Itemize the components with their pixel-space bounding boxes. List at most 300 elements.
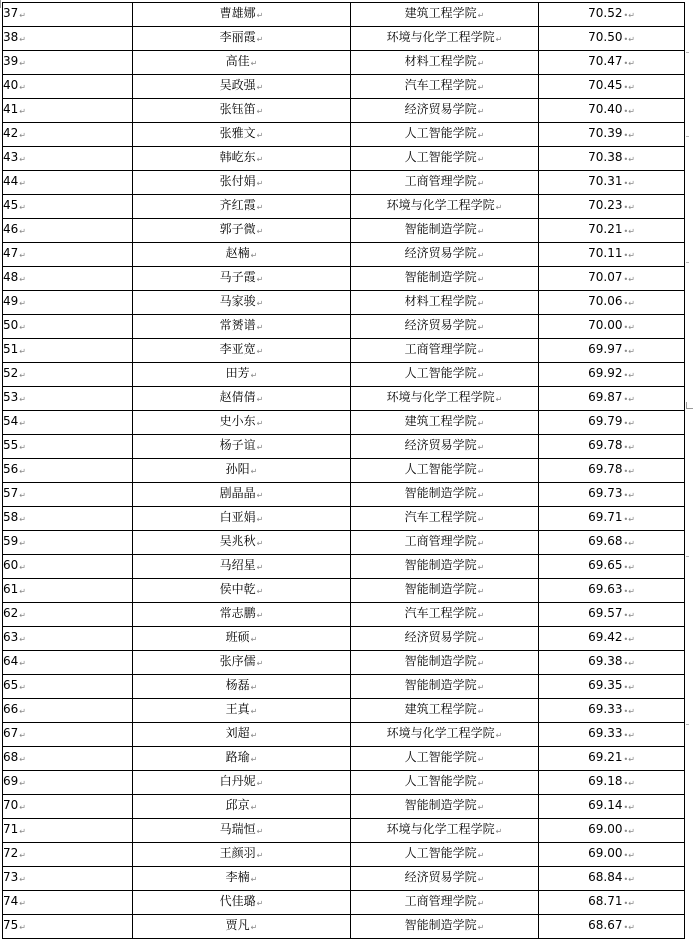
paragraph-mark-icon: ↵ xyxy=(250,635,258,644)
name-text: 贾凡 xyxy=(225,918,250,932)
paragraph-mark-icon: ↵ xyxy=(477,899,485,908)
score-cell[interactable] xyxy=(539,795,685,819)
rank-cell[interactable] xyxy=(3,747,133,771)
paragraph-mark-icon: ↵ xyxy=(19,683,26,692)
paragraph-mark-icon: ↵ xyxy=(256,563,264,572)
college-cell[interactable] xyxy=(351,387,539,411)
rank-cell[interactable] xyxy=(3,195,133,219)
rank-cell[interactable] xyxy=(3,147,133,171)
paragraph-mark-icon: •↵ xyxy=(623,323,635,332)
rank-cell[interactable] xyxy=(3,579,133,603)
score-cell[interactable] xyxy=(539,843,685,867)
college-cell[interactable] xyxy=(351,795,539,819)
paragraph-mark-icon: ↵ xyxy=(256,899,264,908)
college-text: 人工智能学院 xyxy=(404,366,477,380)
rank-cell[interactable] xyxy=(3,315,133,339)
score-cell[interactable] xyxy=(539,579,685,603)
name-cell[interactable] xyxy=(133,291,351,315)
college-text: 智能制造学院 xyxy=(404,654,477,668)
rank-cell[interactable] xyxy=(3,699,133,723)
paragraph-mark-icon: ↵ xyxy=(477,59,485,68)
paragraph-mark-icon: ↵ xyxy=(477,779,485,788)
paragraph-mark-icon: •↵ xyxy=(623,59,635,68)
name-cell[interactable] xyxy=(133,603,351,627)
rank-text: 44 xyxy=(3,174,19,188)
college-cell[interactable] xyxy=(351,339,539,363)
table-row xyxy=(3,123,685,147)
score-cell[interactable] xyxy=(539,459,685,483)
college-cell[interactable] xyxy=(351,459,539,483)
college-text: 建筑工程学院 xyxy=(404,702,477,716)
paragraph-mark-icon: ↵ xyxy=(19,707,26,716)
rank-cell[interactable] xyxy=(3,459,133,483)
college-cell[interactable] xyxy=(351,915,539,939)
score-text: 69.78 xyxy=(588,462,623,476)
score-text: 70.31 xyxy=(588,174,623,188)
score-cell[interactable] xyxy=(539,915,685,939)
college-cell[interactable] xyxy=(351,651,539,675)
name-text: 张付娟 xyxy=(219,174,256,188)
score-cell[interactable] xyxy=(539,267,685,291)
rank-cell[interactable] xyxy=(3,819,133,843)
score-cell[interactable] xyxy=(539,651,685,675)
college-cell[interactable] xyxy=(351,219,539,243)
name-cell[interactable] xyxy=(133,627,351,651)
paragraph-mark-icon: ↵ xyxy=(19,827,26,836)
name-cell[interactable] xyxy=(133,123,351,147)
score-cell[interactable] xyxy=(539,555,685,579)
rank-cell[interactable] xyxy=(3,99,133,123)
rank-text: 62 xyxy=(3,606,19,620)
rank-cell[interactable] xyxy=(3,483,133,507)
name-text: 杨子谊 xyxy=(219,438,256,452)
rank-text: 71 xyxy=(3,822,19,836)
rank-cell[interactable] xyxy=(3,843,133,867)
name-cell[interactable] xyxy=(133,915,351,939)
score-cell[interactable] xyxy=(539,435,685,459)
college-cell[interactable] xyxy=(351,531,539,555)
score-cell[interactable] xyxy=(539,243,685,267)
table-row xyxy=(3,747,685,771)
paragraph-mark-icon: •↵ xyxy=(623,851,635,860)
name-cell[interactable] xyxy=(133,243,351,267)
rank-text: 64 xyxy=(3,654,19,668)
name-cell[interactable] xyxy=(133,819,351,843)
name-cell[interactable] xyxy=(133,411,351,435)
college-text: 经济贸易学院 xyxy=(404,318,477,332)
name-cell[interactable] xyxy=(133,147,351,171)
name-cell[interactable] xyxy=(133,75,351,99)
name-text: 马绍星 xyxy=(219,558,256,572)
rank-cell[interactable] xyxy=(3,3,133,27)
college-cell[interactable] xyxy=(351,99,539,123)
rank-cell[interactable] xyxy=(3,27,133,51)
paragraph-mark-icon: ↵ xyxy=(477,155,485,164)
table-row xyxy=(3,363,685,387)
name-cell[interactable] xyxy=(133,891,351,915)
name-text: 张序儒 xyxy=(219,654,256,668)
score-cell[interactable] xyxy=(539,387,685,411)
paragraph-mark-icon: •↵ xyxy=(623,395,635,404)
paragraph-mark-icon: ↵ xyxy=(250,875,258,884)
rank-cell[interactable] xyxy=(3,339,133,363)
name-cell[interactable] xyxy=(133,531,351,555)
college-cell[interactable] xyxy=(351,195,539,219)
score-cell[interactable] xyxy=(539,339,685,363)
college-cell[interactable] xyxy=(351,147,539,171)
name-cell[interactable] xyxy=(133,771,351,795)
rank-cell[interactable] xyxy=(3,723,133,747)
name-cell[interactable] xyxy=(133,723,351,747)
paragraph-mark-icon: •↵ xyxy=(623,707,635,716)
paragraph-mark-icon: ↵ xyxy=(250,707,258,716)
name-cell[interactable] xyxy=(133,195,351,219)
score-cell[interactable] xyxy=(539,507,685,531)
table-row xyxy=(3,795,685,819)
paragraph-mark-icon: •↵ xyxy=(623,251,635,260)
paragraph-mark-icon: ↵ xyxy=(477,539,485,548)
margin-marker-icon xyxy=(686,402,693,409)
paragraph-mark-icon: ↵ xyxy=(477,467,485,476)
name-cell[interactable] xyxy=(133,483,351,507)
paragraph-mark-icon: ↵ xyxy=(250,371,258,380)
name-cell[interactable] xyxy=(133,675,351,699)
paragraph-mark-icon: ↵ xyxy=(250,803,258,812)
name-cell[interactable] xyxy=(133,267,351,291)
paragraph-mark-icon: ↵ xyxy=(19,179,26,188)
paragraph-mark-icon: ↵ xyxy=(256,539,264,548)
college-cell[interactable] xyxy=(351,603,539,627)
score-text: 70.39 xyxy=(588,126,623,140)
score-cell[interactable] xyxy=(539,483,685,507)
score-cell[interactable] xyxy=(539,771,685,795)
paragraph-mark-icon: ↵ xyxy=(256,587,264,596)
rank-cell[interactable] xyxy=(3,435,133,459)
rank-cell[interactable] xyxy=(3,555,133,579)
rank-cell[interactable] xyxy=(3,267,133,291)
college-text: 环境与化学工程学院 xyxy=(386,726,495,740)
paragraph-mark-icon: ↵ xyxy=(477,443,485,452)
name-cell[interactable] xyxy=(133,3,351,27)
college-cell[interactable] xyxy=(351,891,539,915)
score-cell[interactable] xyxy=(539,627,685,651)
paragraph-mark-icon: ↵ xyxy=(256,203,264,212)
rank-cell[interactable] xyxy=(3,891,133,915)
name-cell[interactable] xyxy=(133,795,351,819)
college-cell[interactable] xyxy=(351,867,539,891)
name-text: 班硕 xyxy=(225,630,250,644)
score-text: 70.21 xyxy=(588,222,623,236)
name-cell[interactable] xyxy=(133,555,351,579)
score-text: 69.78 xyxy=(588,438,623,452)
name-cell[interactable] xyxy=(133,747,351,771)
score-text: 69.92 xyxy=(588,366,623,380)
score-cell[interactable] xyxy=(539,51,685,75)
rank-text: 57 xyxy=(3,486,19,500)
college-cell[interactable] xyxy=(351,363,539,387)
score-cell[interactable] xyxy=(539,723,685,747)
rank-cell[interactable] xyxy=(3,675,133,699)
rank-cell[interactable] xyxy=(3,411,133,435)
rank-cell[interactable] xyxy=(3,219,133,243)
name-cell[interactable] xyxy=(133,315,351,339)
paragraph-mark-icon: •↵ xyxy=(623,635,635,644)
paragraph-mark-icon: ↵ xyxy=(477,515,485,524)
rank-text: 41 xyxy=(3,102,19,116)
paragraph-mark-icon: ↵ xyxy=(256,323,264,332)
college-cell[interactable] xyxy=(351,699,539,723)
name-cell[interactable] xyxy=(133,459,351,483)
score-cell[interactable] xyxy=(539,747,685,771)
college-cell[interactable] xyxy=(351,123,539,147)
college-cell[interactable] xyxy=(351,555,539,579)
college-cell[interactable] xyxy=(351,675,539,699)
rank-text: 75 xyxy=(3,918,19,932)
paragraph-mark-icon: •↵ xyxy=(623,779,635,788)
paragraph-mark-icon: ↵ xyxy=(19,275,26,284)
college-text: 经济贸易学院 xyxy=(404,870,477,884)
name-text: 白亚娟 xyxy=(219,510,256,524)
paragraph-mark-icon: ↵ xyxy=(19,803,26,812)
name-cell[interactable] xyxy=(133,843,351,867)
name-text: 常志鹏 xyxy=(219,606,256,620)
table-row xyxy=(3,483,685,507)
score-cell[interactable] xyxy=(539,891,685,915)
score-cell[interactable] xyxy=(539,363,685,387)
rank-cell[interactable] xyxy=(3,651,133,675)
table-row xyxy=(3,219,685,243)
college-cell[interactable] xyxy=(351,75,539,99)
score-cell[interactable] xyxy=(539,603,685,627)
college-cell[interactable] xyxy=(351,483,539,507)
college-text: 智能制造学院 xyxy=(404,558,477,572)
college-cell[interactable] xyxy=(351,171,539,195)
paragraph-mark-icon: •↵ xyxy=(623,347,635,356)
college-cell[interactable] xyxy=(351,291,539,315)
college-text: 智能制造学院 xyxy=(404,486,477,500)
name-cell[interactable] xyxy=(133,219,351,243)
score-cell[interactable] xyxy=(539,699,685,723)
table-row xyxy=(3,627,685,651)
score-cell[interactable] xyxy=(539,195,685,219)
paragraph-mark-icon: ↵ xyxy=(19,371,26,380)
name-cell[interactable] xyxy=(133,699,351,723)
rank-text: 66 xyxy=(3,702,19,716)
rank-text: 52 xyxy=(3,366,19,380)
college-cell[interactable] xyxy=(351,435,539,459)
college-cell[interactable] xyxy=(351,315,539,339)
paragraph-mark-icon: ↵ xyxy=(250,923,258,932)
paragraph-mark-icon: ↵ xyxy=(256,155,264,164)
college-text: 工商管理学院 xyxy=(404,894,477,908)
name-text: 孙阳 xyxy=(225,462,250,476)
score-cell[interactable] xyxy=(539,675,685,699)
name-cell[interactable] xyxy=(133,27,351,51)
paragraph-mark-icon: ↵ xyxy=(256,299,264,308)
score-text: 70.47 xyxy=(588,54,623,68)
college-text: 人工智能学院 xyxy=(404,462,477,476)
name-cell[interactable] xyxy=(133,99,351,123)
paragraph-mark-icon: ↵ xyxy=(256,419,264,428)
score-cell[interactable] xyxy=(539,531,685,555)
rank-text: 38 xyxy=(3,30,19,44)
college-cell[interactable] xyxy=(351,843,539,867)
name-cell[interactable] xyxy=(133,507,351,531)
rank-cell[interactable] xyxy=(3,171,133,195)
name-cell[interactable] xyxy=(133,435,351,459)
rank-text: 70 xyxy=(3,798,19,812)
rank-cell[interactable] xyxy=(3,363,133,387)
name-cell[interactable] xyxy=(133,579,351,603)
name-cell[interactable] xyxy=(133,651,351,675)
score-cell[interactable] xyxy=(539,75,685,99)
college-text: 环境与化学工程学院 xyxy=(386,30,495,44)
paragraph-mark-icon: ↵ xyxy=(495,395,503,404)
college-text: 汽车工程学院 xyxy=(404,606,477,620)
name-text: 张钰笛 xyxy=(219,102,256,116)
college-cell[interactable] xyxy=(351,579,539,603)
name-cell[interactable] xyxy=(133,363,351,387)
rank-text: 39 xyxy=(3,54,19,68)
college-text: 智能制造学院 xyxy=(404,222,477,236)
college-text: 经济贸易学院 xyxy=(404,102,477,116)
rank-cell[interactable] xyxy=(3,51,133,75)
college-cell[interactable] xyxy=(351,267,539,291)
college-cell[interactable] xyxy=(351,51,539,75)
table-row xyxy=(3,867,685,891)
score-cell[interactable] xyxy=(539,3,685,27)
paragraph-mark-icon: •↵ xyxy=(623,11,635,20)
paragraph-mark-icon: ↵ xyxy=(477,635,485,644)
college-cell[interactable] xyxy=(351,627,539,651)
rank-cell[interactable] xyxy=(3,795,133,819)
score-cell[interactable] xyxy=(539,291,685,315)
paragraph-mark-icon: ↵ xyxy=(477,11,485,20)
rank-cell[interactable] xyxy=(3,75,133,99)
score-cell[interactable] xyxy=(539,171,685,195)
score-cell[interactable] xyxy=(539,123,685,147)
name-cell[interactable] xyxy=(133,867,351,891)
college-text: 人工智能学院 xyxy=(404,126,477,140)
college-text: 建筑工程学院 xyxy=(404,6,477,20)
score-text: 69.73 xyxy=(588,486,623,500)
paragraph-mark-icon: ↵ xyxy=(477,251,485,260)
name-text: 路瑜 xyxy=(225,750,250,764)
paragraph-mark-icon: ↵ xyxy=(256,179,264,188)
name-cell[interactable] xyxy=(133,171,351,195)
score-cell[interactable] xyxy=(539,411,685,435)
college-text: 汽车工程学院 xyxy=(404,78,477,92)
paragraph-mark-icon: ↵ xyxy=(477,659,485,668)
college-cell[interactable] xyxy=(351,3,539,27)
rank-cell[interactable] xyxy=(3,387,133,411)
table-row xyxy=(3,147,685,171)
rank-cell[interactable] xyxy=(3,123,133,147)
score-cell[interactable] xyxy=(539,867,685,891)
rank-text: 60 xyxy=(3,558,19,572)
college-cell[interactable] xyxy=(351,747,539,771)
rank-text: 47 xyxy=(3,246,19,260)
table-row xyxy=(3,459,685,483)
score-cell[interactable] xyxy=(539,219,685,243)
score-text: 70.23 xyxy=(588,198,623,212)
score-text: 69.00 xyxy=(588,822,623,836)
name-text: 侯中乾 xyxy=(219,582,256,596)
rank-cell[interactable] xyxy=(3,603,133,627)
score-text: 69.87 xyxy=(588,390,623,404)
table-row xyxy=(3,411,685,435)
college-cell[interactable] xyxy=(351,243,539,267)
rank-cell[interactable] xyxy=(3,291,133,315)
table-row xyxy=(3,915,685,939)
rank-cell[interactable] xyxy=(3,867,133,891)
score-cell[interactable] xyxy=(539,147,685,171)
name-cell[interactable] xyxy=(133,51,351,75)
score-cell[interactable] xyxy=(539,27,685,51)
score-text: 68.84 xyxy=(588,870,623,884)
score-text: 69.14 xyxy=(588,798,623,812)
name-text: 剧晶晶 xyxy=(219,486,256,500)
score-text: 69.00 xyxy=(588,846,623,860)
college-text: 环境与化学工程学院 xyxy=(386,822,495,836)
paragraph-mark-icon: ↵ xyxy=(19,611,26,620)
paragraph-mark-icon: •↵ xyxy=(623,515,635,524)
rank-text: 69 xyxy=(3,774,19,788)
score-cell[interactable] xyxy=(539,315,685,339)
paragraph-mark-icon: ↵ xyxy=(256,611,264,620)
college-cell[interactable] xyxy=(351,771,539,795)
name-text: 张雅文 xyxy=(219,126,256,140)
paragraph-mark-icon: ↵ xyxy=(256,275,264,284)
name-cell[interactable] xyxy=(133,387,351,411)
paragraph-mark-icon: ↵ xyxy=(495,827,503,836)
college-cell[interactable] xyxy=(351,27,539,51)
rank-cell[interactable] xyxy=(3,507,133,531)
college-cell[interactable] xyxy=(351,819,539,843)
table-row xyxy=(3,819,685,843)
score-cell[interactable] xyxy=(539,819,685,843)
paragraph-mark-icon: ↵ xyxy=(256,515,264,524)
table-row xyxy=(3,531,685,555)
name-text: 杨磊 xyxy=(225,678,250,692)
score-text: 68.67 xyxy=(588,918,623,932)
paragraph-mark-icon: ↵ xyxy=(477,683,485,692)
paragraph-mark-icon: ↵ xyxy=(256,131,264,140)
rank-text: 63 xyxy=(3,630,19,644)
rank-cell[interactable] xyxy=(3,243,133,267)
rank-cell[interactable] xyxy=(3,771,133,795)
rank-cell[interactable] xyxy=(3,627,133,651)
paragraph-mark-icon: ↵ xyxy=(477,803,485,812)
score-text: 69.33 xyxy=(588,702,623,716)
paragraph-mark-icon: ↵ xyxy=(19,419,26,428)
score-cell[interactable] xyxy=(539,99,685,123)
paragraph-mark-icon: ↵ xyxy=(256,779,264,788)
rank-cell[interactable] xyxy=(3,531,133,555)
college-text: 智能制造学院 xyxy=(404,678,477,692)
college-cell[interactable] xyxy=(351,507,539,531)
college-cell[interactable] xyxy=(351,723,539,747)
college-cell[interactable] xyxy=(351,411,539,435)
paragraph-mark-icon: ↵ xyxy=(19,35,26,44)
score-text: 70.52 xyxy=(588,6,623,20)
rank-cell[interactable] xyxy=(3,915,133,939)
name-cell[interactable] xyxy=(133,339,351,363)
score-text: 69.42 xyxy=(588,630,623,644)
score-text: 70.06 xyxy=(588,294,623,308)
rank-text: 42 xyxy=(3,126,19,140)
table-row xyxy=(3,99,685,123)
